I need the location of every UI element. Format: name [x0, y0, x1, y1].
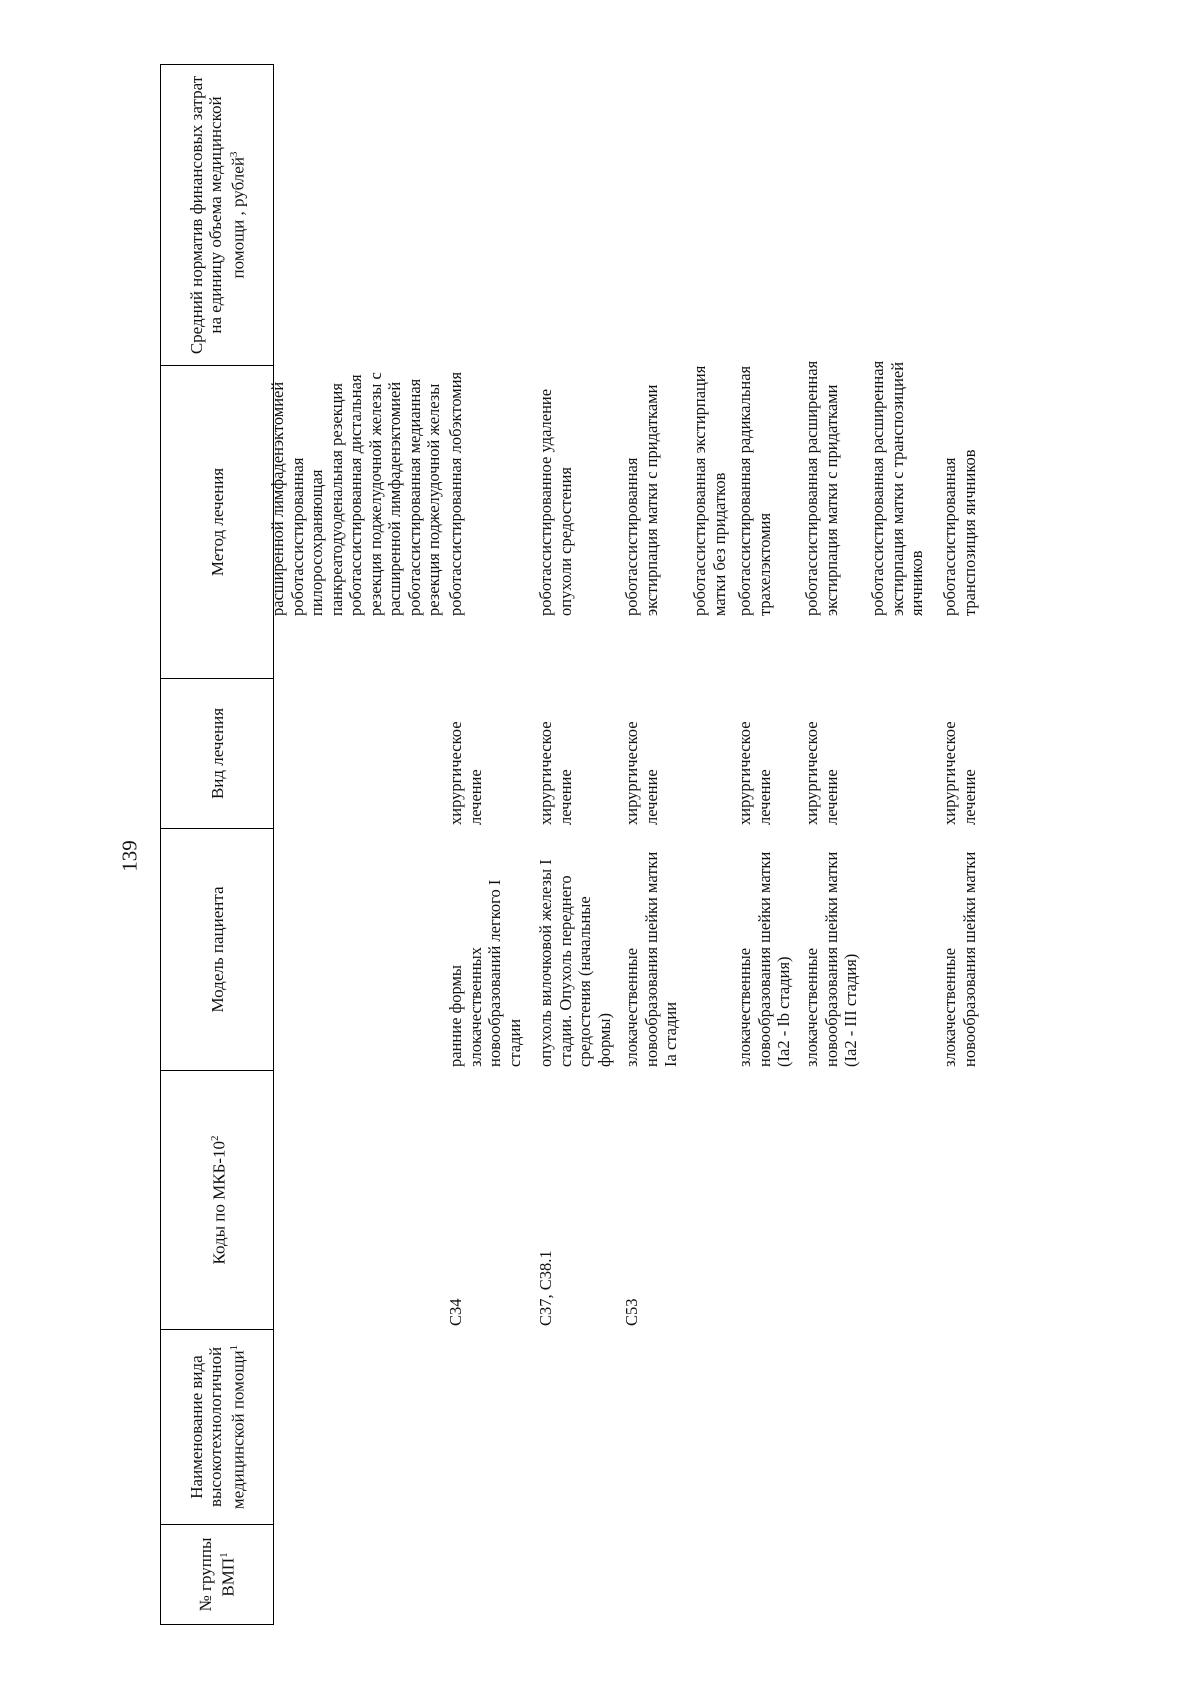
treatment-type-text: хирургическое лечение: [446, 721, 485, 825]
method-text: роботассистированная радикальная трахелэктомия: [735, 365, 774, 616]
header-vmp-type-name: Наименование вида высокотехнологичной медицинской помощи$^1$: [161, 1330, 274, 1525]
method-text: расширенной лимфаденэктомией роботассистированная пилоросохраняющая панкреатодуоденальная резекция роботассистированная дистальная резекция поджелудочной железы с расширенной лимфаденэктомией роботассистированная медианная резекция поджелудочной железы: [268, 372, 443, 616]
method-text: роботассистированная расширенная экстирпация матки с придатками: [802, 360, 841, 616]
treatment-type-text: хирургическое лечение: [622, 721, 661, 825]
header-treatment-method: Метод лечения: [161, 366, 274, 679]
method-text: роботассистированная транспозиция яичников: [940, 449, 979, 616]
patient-model-text: злокачественные новообразования шейки матки (Ia2 - Ib стадия): [735, 851, 793, 1067]
treatment-type-text: хирургическое лечение: [802, 721, 841, 825]
method-text: роботассистированное удаление опухоли средостения: [536, 388, 575, 616]
header-group-number: № группы ВМП$^1$: [161, 1525, 274, 1625]
rotated-table-page: [160, 65, 1120, 1625]
icd-code: C53: [622, 1298, 641, 1326]
treatment-type-text: хирургическое лечение: [940, 721, 979, 825]
patient-model-text: злокачественные новообразования шейки матки Ia стадии: [622, 851, 680, 1067]
method-text: роботассистированная расширенная экстирпация матки с транспозицией яичников: [868, 360, 926, 616]
header-patient-model: Модель пациента: [161, 829, 274, 1071]
method-text: роботассистированная лобэктомия: [446, 371, 465, 616]
header-treatment-type: Вид лечения: [161, 679, 274, 829]
icd-code: C37, C38.1: [536, 1250, 555, 1326]
header-financial-norm: Средний норматив финансовых затрат на единицу объема медицинской помощи , рублей$^3$: [161, 65, 274, 366]
icd-code: C34: [446, 1298, 465, 1326]
table-header: [160, 64, 274, 1625]
page-number: 139: [117, 840, 142, 872]
treatment-type-text: хирургическое лечение: [735, 721, 774, 825]
patient-model-text: опухоль вилочковой железы I стадии. Опухоль переднего средостения (начальные формы): [536, 859, 614, 1067]
patient-model-text: злокачественные новообразования шейки матки (Ia2 - III стадия): [802, 851, 860, 1067]
header-icd-codes: Коды по МКБ-$10^2$: [161, 1071, 274, 1330]
treatment-type-text: хирургическое лечение: [536, 721, 575, 825]
patient-model-text: ранние формы злокачественных новообразований легкого I стадии: [446, 879, 524, 1067]
method-text: роботассистированная экстирпация матки без придатков: [690, 365, 729, 616]
patient-model-text: злокачественные новообразования шейки матки: [940, 851, 979, 1067]
method-text: роботассистированная экстирпация матки с придатками: [622, 384, 661, 616]
